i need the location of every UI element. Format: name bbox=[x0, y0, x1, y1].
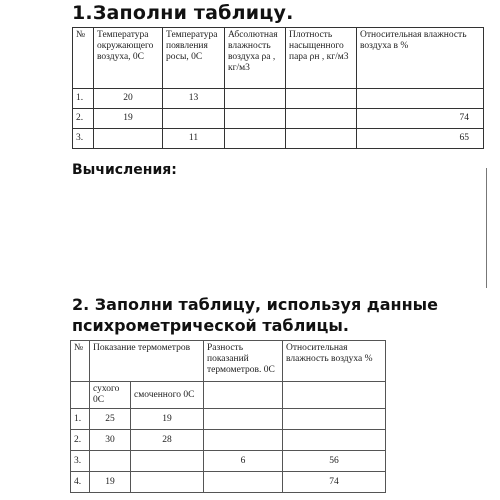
table-cell[interactable] bbox=[225, 89, 286, 109]
table-cell: 4. bbox=[71, 472, 90, 493]
task2-table bbox=[70, 340, 386, 493]
table-subheader-row bbox=[71, 382, 386, 409]
table-cell: 2. bbox=[73, 109, 94, 129]
header-cell: Температура окружающего воздуха, 0С bbox=[94, 28, 163, 89]
header-cell: Абсолютная влажность воздуха ρа , кг/м3 bbox=[225, 28, 286, 89]
table-cell: 1. bbox=[71, 409, 90, 430]
table-row bbox=[71, 430, 386, 451]
calculations-label: Вычисления: bbox=[72, 162, 177, 178]
table-row bbox=[73, 89, 484, 109]
table-header-row bbox=[73, 28, 484, 89]
margin-line bbox=[486, 168, 487, 288]
table-cell[interactable]: 19 bbox=[90, 472, 131, 493]
header-cell bbox=[283, 382, 386, 409]
table-cell[interactable] bbox=[286, 129, 357, 149]
header-cell bbox=[204, 382, 283, 409]
table-cell[interactable]: 74 bbox=[357, 109, 484, 129]
table-cell[interactable] bbox=[283, 430, 386, 451]
table-row bbox=[71, 451, 386, 472]
table-cell[interactable]: 28 bbox=[131, 430, 204, 451]
task1-table bbox=[72, 27, 484, 149]
table-cell[interactable]: 19 bbox=[94, 109, 163, 129]
header-cell: Относительная влажность воздуха в % bbox=[357, 28, 484, 89]
table-cell[interactable]: 74 bbox=[283, 472, 386, 493]
table-row bbox=[73, 109, 484, 129]
table-cell[interactable]: 13 bbox=[163, 89, 225, 109]
table-row bbox=[71, 409, 386, 430]
table-cell[interactable] bbox=[90, 451, 131, 472]
table-cell[interactable]: 19 bbox=[131, 409, 204, 430]
table-cell[interactable]: 65 bbox=[357, 129, 484, 149]
header-cell: Показание термометров bbox=[90, 341, 204, 382]
table-row bbox=[71, 472, 386, 493]
header-cell: Плотность насыщенного пара ρн , кг/м3 bbox=[286, 28, 357, 89]
table-cell[interactable]: 56 bbox=[283, 451, 386, 472]
table-cell: 3. bbox=[71, 451, 90, 472]
task1-title: 1.Заполни таблицу. bbox=[72, 2, 294, 24]
header-cell: сухого 0С bbox=[90, 382, 131, 409]
header-cell: Температура появления росы, 0С bbox=[163, 28, 225, 89]
task2-title-line2: психрометрической таблицы. bbox=[72, 316, 349, 335]
table-cell: 3. bbox=[73, 129, 94, 149]
table-cell[interactable] bbox=[283, 409, 386, 430]
table-cell[interactable] bbox=[286, 109, 357, 129]
table-cell[interactable] bbox=[225, 129, 286, 149]
table-cell[interactable] bbox=[357, 89, 484, 109]
table-cell[interactable] bbox=[131, 451, 204, 472]
table-cell[interactable]: 25 bbox=[90, 409, 131, 430]
table-cell[interactable] bbox=[204, 430, 283, 451]
table-cell: 1. bbox=[73, 89, 94, 109]
table-cell[interactable]: 6 bbox=[204, 451, 283, 472]
table-header-row bbox=[71, 341, 386, 382]
header-cell bbox=[71, 382, 90, 409]
table-cell[interactable]: 11 bbox=[163, 129, 225, 149]
table-cell: 2. bbox=[71, 430, 90, 451]
table-cell[interactable] bbox=[204, 409, 283, 430]
header-cell: Разность показаний термометров. 0С bbox=[204, 341, 283, 382]
table-cell[interactable] bbox=[225, 109, 286, 129]
table-cell[interactable] bbox=[131, 472, 204, 493]
header-cell: № bbox=[73, 28, 94, 89]
task2-title bbox=[72, 294, 492, 336]
header-cell: Относительная влажность воздуха % bbox=[283, 341, 386, 382]
table-cell[interactable] bbox=[286, 89, 357, 109]
table-cell[interactable] bbox=[163, 109, 225, 129]
table-cell[interactable] bbox=[94, 129, 163, 149]
task2-title-line1: 2. Заполни таблицу, используя данные bbox=[72, 295, 438, 314]
table-cell[interactable]: 20 bbox=[94, 89, 163, 109]
header-cell: № bbox=[71, 341, 90, 382]
table-cell[interactable] bbox=[204, 472, 283, 493]
header-cell: смоченного 0С bbox=[131, 382, 204, 409]
table-row bbox=[73, 129, 484, 149]
table-cell[interactable]: 30 bbox=[90, 430, 131, 451]
